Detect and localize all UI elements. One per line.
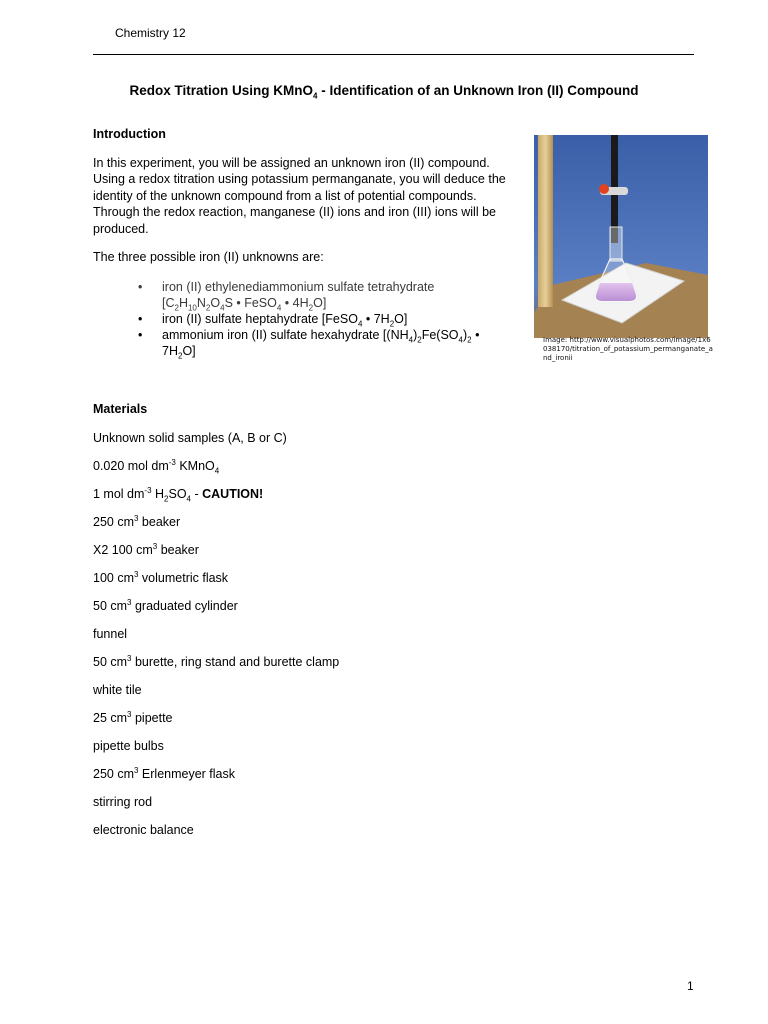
- header-rule: [93, 54, 694, 55]
- materials-list: [93, 430, 339, 850]
- stand-rod: [538, 135, 553, 307]
- list-item: 1 mol $dm^{-3}$ $H_2SO_4$ - CAUTION!: [93, 485, 264, 504]
- list-item: 0.020 mol $dm^{-3}$ KMnO$_4$: [93, 457, 220, 476]
- list-item: • ammonium iron (II) sulfate hexahydrate [$(NH_4)_2Fe(SO_4)_2$ • $7H_2O$]: [138, 327, 500, 359]
- list-item: stirring rod: [93, 795, 153, 809]
- list-item: 250 $cm^3$ beaker: [93, 513, 181, 529]
- page-header: Chemistry 12: [115, 26, 186, 40]
- list-item: 100 $cm^3$ volumetric flask: [93, 569, 229, 585]
- image-caption: Image: http://www.visualphotos.com/image/1x6038170/titration_of_potassium_permanganate_and_ironii: [543, 336, 713, 362]
- clamp-knob: [599, 184, 609, 194]
- list-item: Unknown solid samples (A, B or C): [93, 431, 287, 445]
- list-item: • iron (II) sulfate heptahydrate [FeSO$_4$ • $7H_2O$]: [138, 311, 500, 327]
- caution-label: CAUTION!: [202, 487, 264, 501]
- page-number: 1: [687, 979, 694, 993]
- unknowns-list: [138, 279, 500, 359]
- materials-heading: Materials: [93, 402, 148, 416]
- list-item: electronic balance: [93, 823, 194, 837]
- introduction-heading: Introduction: [93, 127, 166, 141]
- titration-photo: [534, 135, 708, 338]
- flask-solution: [596, 283, 636, 301]
- unknowns-intro: The three possible iron (II) unknowns are:: [93, 250, 324, 264]
- document-title: Redox Titration Using KMnO$_4$ - Identification of an Unknown Iron (II) Compound: [129, 83, 639, 101]
- list-item: 25 $cm^3$ pipette: [93, 709, 173, 725]
- introduction-paragraph: In this experiment, you will be assigned an unknown iron (II) compound. Using a redox titration using potassium permanganate, you will deduce the identity of the unknown compound from a list of potential compounds. Through the redox reaction, manganese (II) ions and iron (III) ions will be produced.: [93, 156, 506, 236]
- list-item: 50 $cm^3$ burette, ring stand and burette clamp: [93, 653, 340, 669]
- list-item: X2 100 $cm^3$ beaker: [93, 541, 199, 557]
- list-item: 250 $cm^3$ Erlenmeyer flask: [93, 765, 236, 781]
- list-item: white tile: [93, 683, 142, 697]
- list-item: • iron (II) ethylenediammonium sulfate tetrahydrate [$C_2H_{10}N_2O_4S$ • FeSO$_4$ • $4H_2O$]: [138, 279, 500, 311]
- list-item: 50 $cm^3$ graduated cylinder: [93, 597, 238, 613]
- list-item: funnel: [93, 627, 128, 641]
- flask-neck: [610, 227, 622, 261]
- list-item: pipette bulbs: [93, 739, 164, 753]
